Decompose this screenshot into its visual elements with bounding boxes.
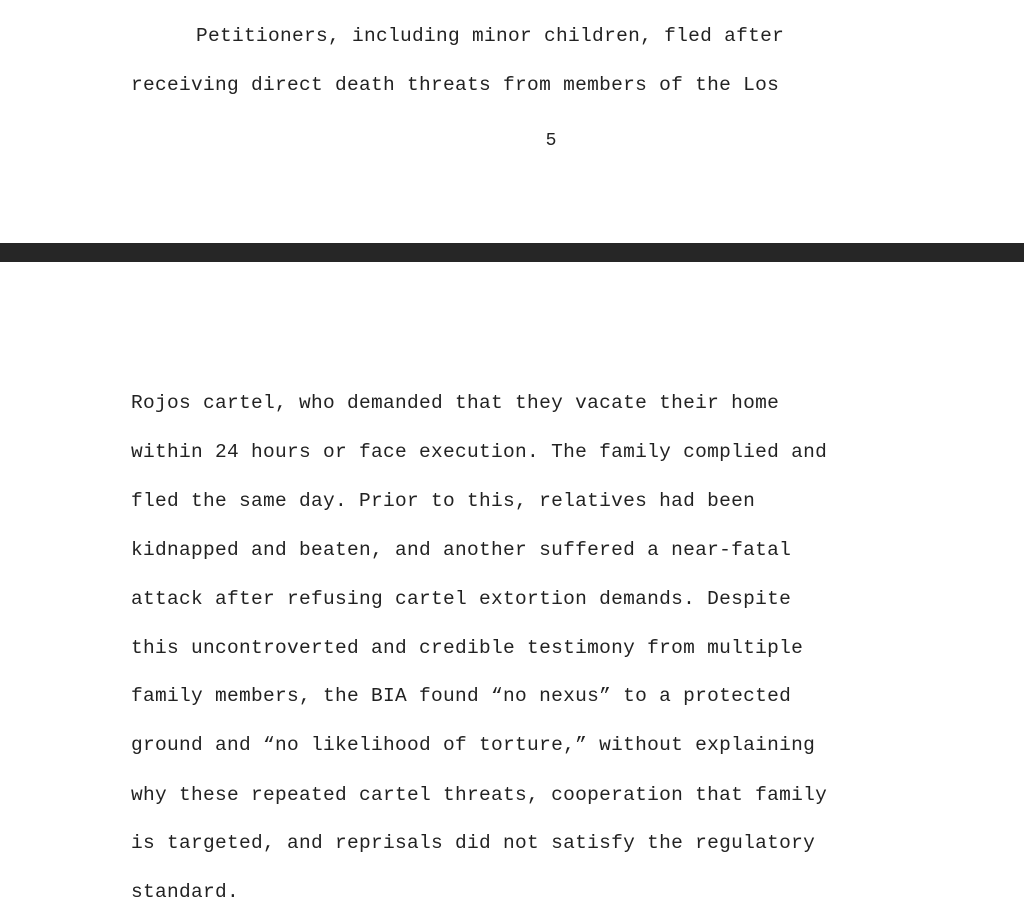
paragraph-line: is targeted, and reprisals did not satisfy the regulatory — [131, 832, 816, 854]
paragraph-line: receiving direct death threats from members of the Los — [131, 74, 780, 96]
page-number: 5 — [545, 131, 557, 151]
document-page-5 — [0, 0, 1024, 243]
paragraph-line: this uncontroverted and credible testimony from multiple — [131, 637, 804, 659]
paragraph-line: ground and “no likelihood of torture,” without explaining — [131, 734, 816, 756]
paragraph-line: fled the same day. Prior to this, relatives had been — [131, 490, 756, 512]
document-page-6 — [0, 262, 1024, 920]
paragraph-line: Petitioners, including minor children, fled after — [196, 25, 785, 47]
paragraph-line: within 24 hours or face execution. The family complied and — [131, 441, 828, 463]
paragraph-line: Rojos cartel, who demanded that they vacate their home — [131, 392, 780, 414]
page-break-divider — [0, 243, 1024, 262]
paragraph-line: family members, the BIA found “no nexus” to a protected — [131, 685, 792, 707]
paragraph-line: attack after refusing cartel extortion demands. Despite — [131, 588, 792, 610]
paragraph-line: standard. — [131, 881, 240, 903]
paragraph-line: kidnapped and beaten, and another suffered a near-fatal — [131, 539, 792, 561]
paragraph-line: why these repeated cartel threats, cooperation that family — [131, 784, 828, 806]
